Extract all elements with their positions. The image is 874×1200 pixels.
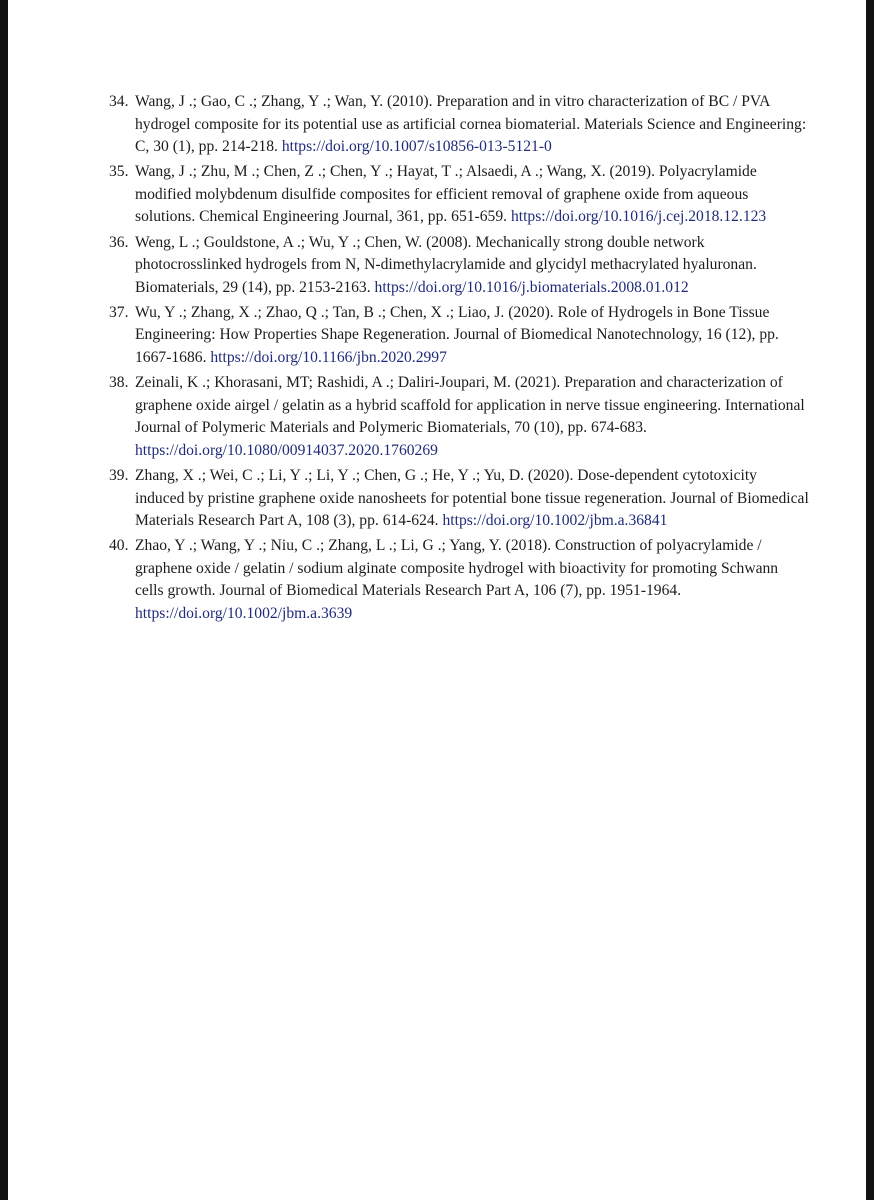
reference-text: Zhang, X .; Wei, C .; Li, Y .; Li, Y .; Chen, G .; He, Y .; Yu, D. (2020). Dose-dependent cytotoxicity induced by pristine graphene oxide nanosheets for potential bone tissue regeneration. Journal of Biomedical Materials Research Part A, 108 (3), pp. 614-624.: [135, 467, 809, 530]
doi-link[interactable]: https://doi.org/10.1002/jbm.a.36841: [442, 512, 668, 530]
reference-number: 37.: [109, 303, 129, 321]
reference-item-39: [109, 465, 809, 533]
reference-number: 34.: [109, 93, 129, 110]
reference-number: 38.: [109, 374, 129, 392]
reference-item-35: [109, 161, 809, 229]
doi-link[interactable]: https://doi.org/10.1080/00914037.2020.1760269: [135, 441, 438, 459]
reference-number: 36.: [109, 233, 129, 251]
doi-link[interactable]: https://doi.org/10.1016/j.biomaterials.2008.01.012: [374, 278, 689, 296]
reference-text: Wang, J .; Zhu, M .; Chen, Z .; Chen, Y .; Hayat, T .; Alsaedi, A .; Wang, X. (2019). Polyacrylamide modified molybdenum disulfide composites for efficient removal of graphene oxide from aqueous solutions. Chemical Engineering Journal, 361, pp. 651-659.: [135, 163, 757, 226]
reference-item-40: [109, 535, 809, 625]
reference-text: Weng, L .; Gouldstone, A .; Wu, Y .; Chen, W. (2008). Mechanically strong double network photocrosslinked hydrogels from N, N-dimethylacrylamide and glycidyl methacrylated hyaluronan. Biomaterials, 29 (14), pp. 2153-2163.: [135, 233, 757, 296]
reference-number: 40.: [109, 537, 129, 555]
reference-text: Wang, J .; Gao, C .; Zhang, Y .; Wan, Y. (2010). Preparation and in vitro characterization of BC / PVA hydrogel composite for its potential use as artificial cornea biomaterial. Materials Science and Engineering: C, 30 (1), pp. 214-218.: [135, 93, 807, 156]
reference-number: 39.: [109, 467, 129, 484]
reference-item-37: [109, 302, 809, 370]
doi-link[interactable]: https://doi.org/10.1166/jbn.2020.2997: [210, 349, 447, 367]
reference-text: Wu, Y .; Zhang, X .; Zhao, Q .; Tan, B .; Chen, X .; Liao, J. (2020). Role of Hydrogels in Bone Tissue Engineering: How Properties Shape Regeneration. Journal of Biomedical Nanotechnology, 16 (12), pp. 1667-1686.: [135, 303, 779, 367]
reference-number: 35.: [109, 163, 129, 181]
reference-item-36: [109, 232, 809, 300]
doi-link[interactable]: https://doi.org/10.1002/jbm.a.3639: [135, 605, 353, 623]
reference-item-38: [109, 372, 809, 462]
reference-item-34: [109, 91, 809, 159]
doi-link[interactable]: https://doi.org/10.1007/s10856-013-5121-0: [281, 138, 552, 156]
reference-text: Zeinali, K .; Khorasani, MT; Rashidi, A .; Daliri-Joupari, M. (2021). Preparation and characterization of graphene oxide airgel / gelatin as a hybrid scaffold for application in nerve tissue engineering. International Journal of Polymeric Materials and Polymeric Biomaterials, 70 (10), pp. 674-683.: [135, 374, 805, 437]
document-page: [8, 0, 866, 1200]
reference-list: [109, 91, 809, 628]
reference-text: Zhao, Y .; Wang, Y .; Niu, C .; Zhang, L .; Li, G .; Yang, Y. (2018). Construction of polyacrylamide / graphene oxide / gelatin / sodium alginate composite hydrogel with bioactivity for promoting Schwann cells growth. Journal of Biomedical Materials Research Part A, 106 (7), pp. 1951-1964.: [135, 537, 779, 600]
doi-link[interactable]: https://doi.org/10.1016/j.cej.2018.12.123: [510, 208, 767, 226]
